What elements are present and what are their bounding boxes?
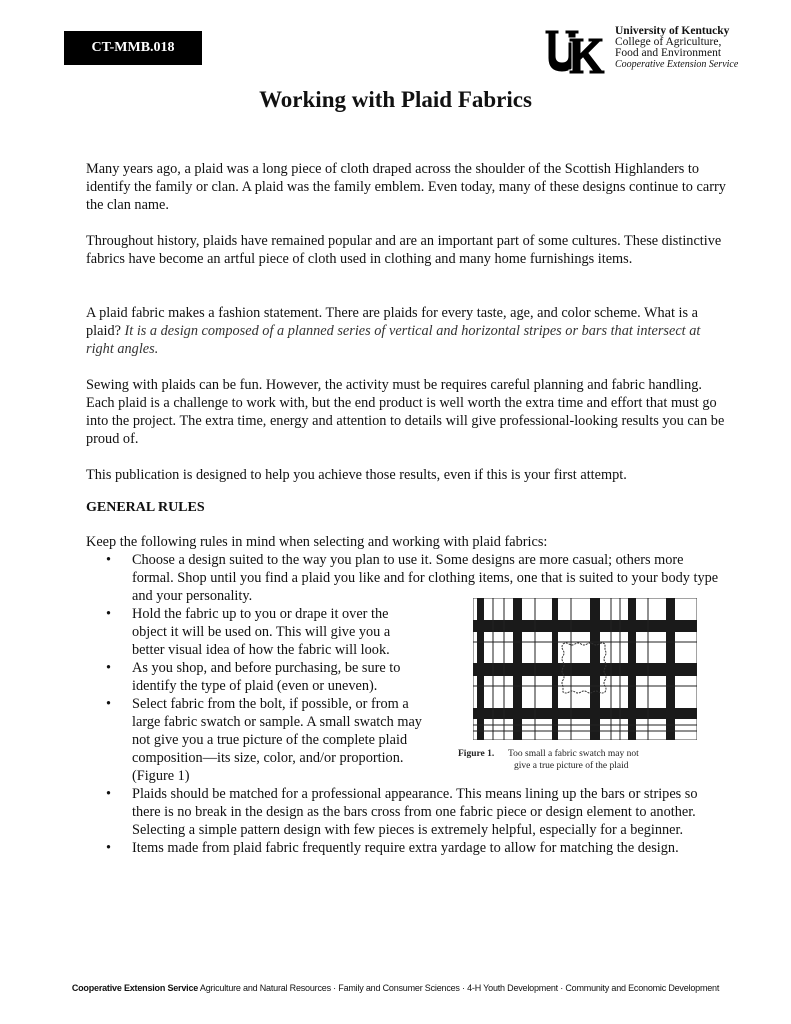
logo-line-university: University of Kentucky xyxy=(615,25,730,37)
definition-italic: It is a design composed of a planned series of vertical and horizontal stripes or bars that intersect at right angles. xyxy=(86,323,701,357)
rules-intro: Keep the following rules in mind when selecting and working with plaid fabrics: xyxy=(86,534,548,550)
section-heading-general-rules: GENERAL RULES xyxy=(86,500,205,515)
paragraph-sewing: Sewing with plaids can be fun. However, the activity must be requires careful planning and fabric handling. Each plaid is a challenge to work with, but the end product is well worth the extra time and effort that must go into the project. The extra time, energy and attention to details will give professional-looking results you can be proud of. xyxy=(86,377,725,447)
figure-caption-line1: Too small a fabric swatch may not xyxy=(508,749,639,759)
paragraph-definition xyxy=(86,304,726,358)
definition-lead: A plaid fabric makes a fashion statement. There are plaids for every taste, age, and color scheme. What is a plaid? xyxy=(86,305,699,339)
list-item: • Choose a design suited to the way you plan to use it. Some designs are more casual; others more formal. Shop until you find a plaid you like and for clothing items, one that is suited to your body type and your personality. xyxy=(86,551,726,605)
logo-line-extension: Cooperative Extension Service xyxy=(615,59,739,70)
logo-line-college: College of Agriculture, xyxy=(615,36,722,48)
paragraph-popularity: Throughout history, plaids have remained popular and are an important part of some cultures. These distinctive fabrics have become an artful piece of cloth used in clothing and many home furnishings items. xyxy=(86,233,722,267)
publication-code: CT-MMB.018 xyxy=(91,40,175,55)
list-item: • Select fabric from the bolt, if possible, or from a large fabric swatch or sample. A small swatch may not give you a true picture of the complete plaid composition—its size, color, and/or proportion. (Figure 1) xyxy=(86,695,422,785)
university-logo xyxy=(543,26,773,78)
publication-code-badge xyxy=(64,31,202,65)
paragraph-publication: This publication is designed to help you achieve those results, even if this is your first attempt. xyxy=(86,467,627,483)
figure-caption xyxy=(458,748,708,772)
list-item: • As you shop, and before purchasing, be sure to identify the type of plaid (even or uneven). xyxy=(86,659,422,695)
uk-logo-icon xyxy=(543,26,609,78)
list-item: • Plaids should be matched for a professional appearance. This means lining up the bars or stripes so there is no break in the design as the bars cross from one fabric piece or design element to another. Selecting a simple pattern design with few pieces is extremely helpful, especially for a beginner. xyxy=(86,785,726,839)
footer-programs: Agriculture and Natural Resources · Family and Consumer Sciences · 4-H Youth Development · Community and Economic Development xyxy=(199,983,720,993)
page-title: Working with Plaid Fabrics xyxy=(259,87,532,112)
footer xyxy=(0,983,791,993)
paragraph-history: Many years ago, a plaid was a long piece of cloth draped across the shoulder of the Scottish Highlanders to identify the family or clan. A plaid was the family emblem. Even today, many of these designs continue to carry the clan name. xyxy=(86,161,726,213)
figure-label: Figure 1. xyxy=(458,749,495,759)
list-item: • Items made from plaid fabric frequently require extra yardage to allow for matching the design. xyxy=(86,839,726,857)
logo-line-food: Food and Environment xyxy=(615,47,722,59)
footer-service: Cooperative Extension Service xyxy=(71,983,199,993)
list-item: • Hold the fabric up to you or drape it over the object it will be used on. This will give you a better visual idea of how the fabric will look. xyxy=(86,605,422,659)
figure-caption-line2: give a true picture of the plaid xyxy=(514,761,629,771)
plaid-figure-image xyxy=(473,598,697,740)
